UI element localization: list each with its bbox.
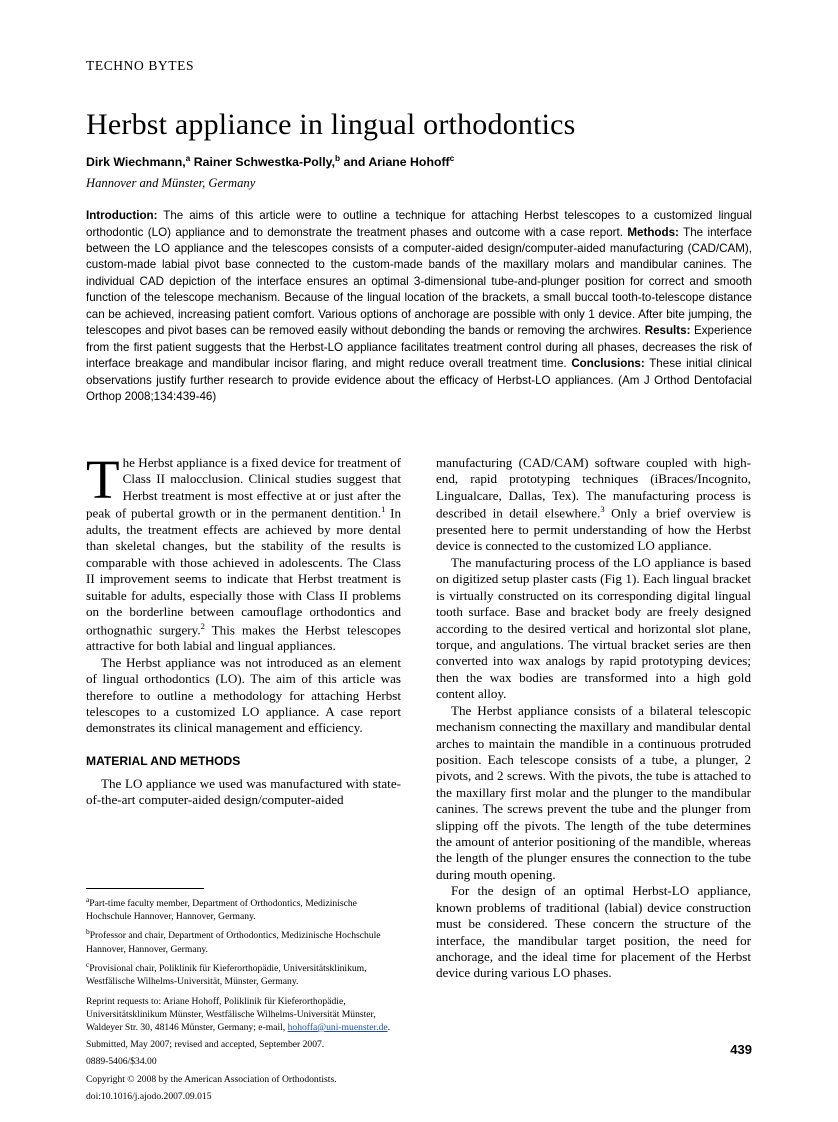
footnote-a (86, 895, 401, 923)
paragraph-intro-1-text-a: he Herbst appliance is a fixed device for treatment of Class II malocclusion. Clinical studies suggest that Herbst treatment is most effective at or just after the peak of pubertal growth or in the permanent dentition. (86, 455, 401, 521)
footnotes (86, 888, 401, 1107)
author-marker-a: a (185, 153, 191, 163)
abstract-text-conclusions: These initial clinical observations justify further research to provide evidence about the efficacy of Herbst-LO appliances. (Am J Orthod Dentofacial Orthop 2008;134:439-46) (86, 357, 752, 404)
footnote-issn: 0889-5406/$34.00 (86, 1056, 157, 1068)
article-header (86, 58, 752, 436)
paragraph-methods-3: The Herbst appliance consists of a bilateral telescopic mechanism connecting the maxillary and mandibular dental arches to maintain the mandible in a continuous protruded position. Each telescope consists of a tube, a plunger, 2 pivots, and 2 screws. With the pivots, the tube is attached to the maxillary first molar and the plunger to the mandibular canines. The screws prevent the tube and the plunger from slipping off the pivots. The length of the tube determines the amount of anterior positioning of the mandible, whereas the length of the plunger ensures the connection to the tube during mouth opening. (436, 702, 751, 882)
paragraph-methods-1-cont-text-b: Only a brief overview is presented here to permit understanding of how the Herbst device is connected to the customized LO appliance. (436, 505, 751, 554)
abstract-text-methods: The interface between the LO appliance and the telescopes consists of a computer-aided design/computer-aided manufacturing (CAD/CAM), custom-made labial pivot base connected to the custom-made bands of the maxillary molars and mandibular canines. The individual CAD depiction of the interface ensures an optimal 3-dimensional tube-and-plunger position for correct and smooth function of the telescope mechanism. Because of the lingual location of the brackets, a small buccal tooth-to-telescope distance can be achieved, increasing patient comfort. Various options of anchorage are possible with only 1 device. After bite jumping, the telescopes and pivot bases can be removed easily without debonding the bands or removing the archwires. (86, 225, 752, 338)
footnote-b (86, 927, 401, 955)
heading-material-and-methods: MATERIAL AND METHODS (86, 753, 241, 768)
author-marker-b: b (335, 153, 341, 163)
page-number: 439 (730, 1042, 752, 1057)
footnote-marker-a: a (86, 895, 90, 904)
abstract-label-methods: Methods: (627, 225, 679, 239)
paragraph-intro-2: The Herbst appliance was not introduced as an element of lingual orthodontics (LO). The aim of this article was therefore to outline a methodology for attaching Herbst telescopes to a customized LO appliance. A case report demonstrates its clinical management and efficiency. (86, 654, 401, 736)
paragraph-methods-2: The manufacturing process of the LO appliance is based on digitized setup plaster casts (Fig 1). Each lingual bracket is virtually constructed on its corresponding digital lingual tooth surface. Base and bracket body are freely designed according to the desired vertical and horizontal slot plane, torque, and angulations. The virtual bracket series are then converted into wax analogs by rapid prototyping devices; then the wax bodies are transformed into a high gold content alloy. (436, 554, 751, 702)
footnote-reprint-text: Reprint requests to: Ariane Hohoff, Poliklinik für Kieferorthopädie, Universitätsklinikum Münster, Westfälische Wilhelms-Universität Münster, Waldeyer Str. 30, 48146 Münster, Germany; e-mail, (86, 995, 376, 1033)
footnote-marker-c: c (86, 959, 90, 969)
footnote-c (86, 960, 401, 988)
paragraph-methods-4: For the design of an optimal Herbst-LO appliance, known problems of traditional (labial) device construction must be considered. These concern the structure of the interface, the mandibular target position, the need for anchorage, and the ideal time for placement of the Herbst device during various LO phases. (436, 883, 751, 981)
paragraph-methods-1-cont-text-a: manufacturing (CAD/CAM) software coupled with high-end, rapid prototyping techniques (iBraces/Incognito, Lingualcare, Dallas, Tex). The manufacturing process is described in detail elsewhere. (436, 455, 751, 521)
footnote-copyright: Copyright © 2008 by the American Association of Orthodontists. (86, 1074, 337, 1086)
footnote-reprint-suffix: . (387, 1021, 391, 1033)
abstract-label-conclusions: Conclusions: (571, 357, 645, 371)
column-right (436, 455, 751, 982)
contact-email-link[interactable]: hohoffa@uni-muenster.de (287, 1021, 388, 1033)
abstract (86, 208, 752, 405)
paragraph-methods-1: The LO appliance we used was manufactured with state-of-the-art computer-aided design/computer-aided (86, 776, 401, 808)
paragraph-intro-1 (86, 449, 401, 655)
abstract-label-results: Results: (644, 324, 691, 338)
footnote-c-text: Provisional chair, Poliklinik für Kieferorthopädie, Universitätsklinikum, Westfälische Wilhelms-Universität, Münster, Germany. (86, 962, 367, 987)
drop-cap: T (86, 449, 120, 510)
paragraph-intro-1-text-b: In adults, the treatment effects are achieved by more dental than skeletal changes, but the stability of the results is comparable with those achieved in adolescents. The Class II improvement seems to indicate that Herbst treatment is suitable for adults, especially those with Class II problems on the borderline between camouflage orthodontics and orthognathic surgery. (86, 505, 401, 637)
paragraph-methods-1-cont (436, 455, 751, 555)
footnote-rule (86, 888, 204, 889)
section-kicker: TECHNO BYTES (86, 58, 195, 73)
footnote-reprint (86, 995, 401, 1034)
abstract-label-introduction: Introduction: (86, 209, 158, 223)
footnote-marker-b: b (86, 927, 90, 937)
author-name-2: Rainer Schwestka-Polly, (190, 155, 335, 170)
citation-ref-3: 3 (600, 504, 605, 515)
affiliation-line: Hannover and Münster, Germany (86, 176, 256, 191)
paragraph-intro-1-text-c: This makes the Herbst telescopes attractive for both labial and lingual appliances. (86, 621, 401, 654)
citation-ref-2: 2 (200, 620, 205, 631)
abstract-text-introduction: The aims of this article were to outline a technique for attaching Herbst telescopes to a customized lingual orthodontic (LO) appliance and to demonstrate the treatment phases and outcome with a case report. (86, 209, 752, 239)
citation-ref-1: 1 (381, 504, 386, 515)
footnote-submitted: Submitted, May 2007; revised and accepted, September 2007. (86, 1038, 325, 1050)
author-name-1: Dirk Wiechmann, (86, 155, 186, 170)
author-name-3: and Ariane Hohoff (340, 155, 450, 170)
author-list (86, 153, 752, 171)
footnote-doi: doi:10.1016/j.ajodo.2007.09.015 (86, 1091, 212, 1103)
footnote-b-text: Professor and chair, Department of Orthodontics, Medizinische Hochschule Hannover, Hannover, Germany. (86, 930, 381, 955)
abstract-text-results: Experience from the first patient suggests that the Herbst-LO appliance facilitates treatment control during all phases, decreases the risk of interface breakage and mandibular incisor flaring, and might reduce overall treatment time. (86, 324, 752, 371)
footnote-a-text: Part-time faculty member, Department of Orthodontics, Medizinische Hochschule Hannover, Hannover, Germany. (86, 898, 357, 923)
page-title: Herbst appliance in lingual orthodontics (86, 108, 576, 141)
author-marker-c: c (449, 153, 455, 163)
